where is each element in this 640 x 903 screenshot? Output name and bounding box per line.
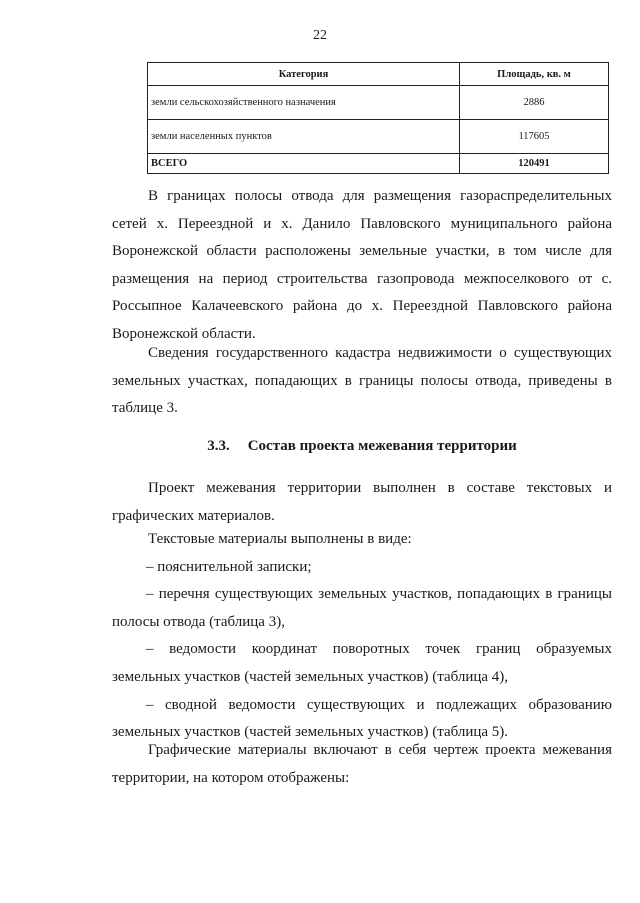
header-area: Площадь, кв. м <box>460 63 609 86</box>
list-item: – пояснительной записки; <box>146 558 312 575</box>
section-title: Состав проекта межевания территории <box>247 438 517 454</box>
section-number: 3.3. <box>207 438 230 454</box>
table-total-row <box>148 154 609 174</box>
total-area-cell: 120491 <box>460 154 609 174</box>
paragraph-block-1 <box>112 183 612 349</box>
land-category-table <box>147 62 609 174</box>
paragraph-block-3 <box>112 475 612 530</box>
list-item: – перечня существующих земельных участков, попадающих в границы полосы отвода (таблица 3), <box>112 586 612 630</box>
area-cell: 2886 <box>460 86 609 120</box>
paragraph-boundaries: В границах полосы отвода для размещения газораспределительных сетей х. Переездной и х. Данило Павловского муниципального района Воронежской области расположены земельные участки, в том числе для размещения на период строительства газопровода межпоселкового от с. Россыпное Калачеевского района до х. Переездной Павловского района Воронежской области. <box>112 188 612 342</box>
paragraph-cadastre: Сведения государственного кадастра недвижимости о существующих земельных участках, попадающих в границы полосы отвода, приведены в таблице 3. <box>112 345 612 417</box>
header-category: Категория <box>148 63 460 86</box>
table-row <box>148 120 609 154</box>
paragraph-block-2 <box>112 340 612 423</box>
category-cell: земли сельскохозяйственного назначения <box>148 86 460 120</box>
paragraph-text-materials: Текстовые материалы выполнены в виде: <box>148 531 412 547</box>
total-label-cell: ВСЕГО <box>148 154 460 174</box>
table-header-row <box>148 63 609 86</box>
area-cell: 117605 <box>460 120 609 154</box>
category-cell: земли населенных пунктов <box>148 120 460 154</box>
page-number: 22 <box>313 28 327 43</box>
paragraph-project-composition: Проект межевания территории выполнен в составе текстовых и графических материалов. <box>112 480 612 524</box>
section-heading <box>112 438 612 455</box>
paragraph-graphic-materials: Графические материалы включают в себя чертеж проекта межевания территории, на котором отображены: <box>112 742 612 786</box>
list-item: – ведомости координат поворотных точек границ образуемых земельных участков (частей земельных участков) (таблица 4), <box>112 641 612 685</box>
paragraph-block-graphics <box>112 737 612 792</box>
table-row <box>148 86 609 120</box>
list-item: – сводной ведомости существующих и подлежащих образованию земельных участков (частей земельных участков) (таблица 5). <box>112 696 612 741</box>
text-materials-block <box>112 526 612 747</box>
